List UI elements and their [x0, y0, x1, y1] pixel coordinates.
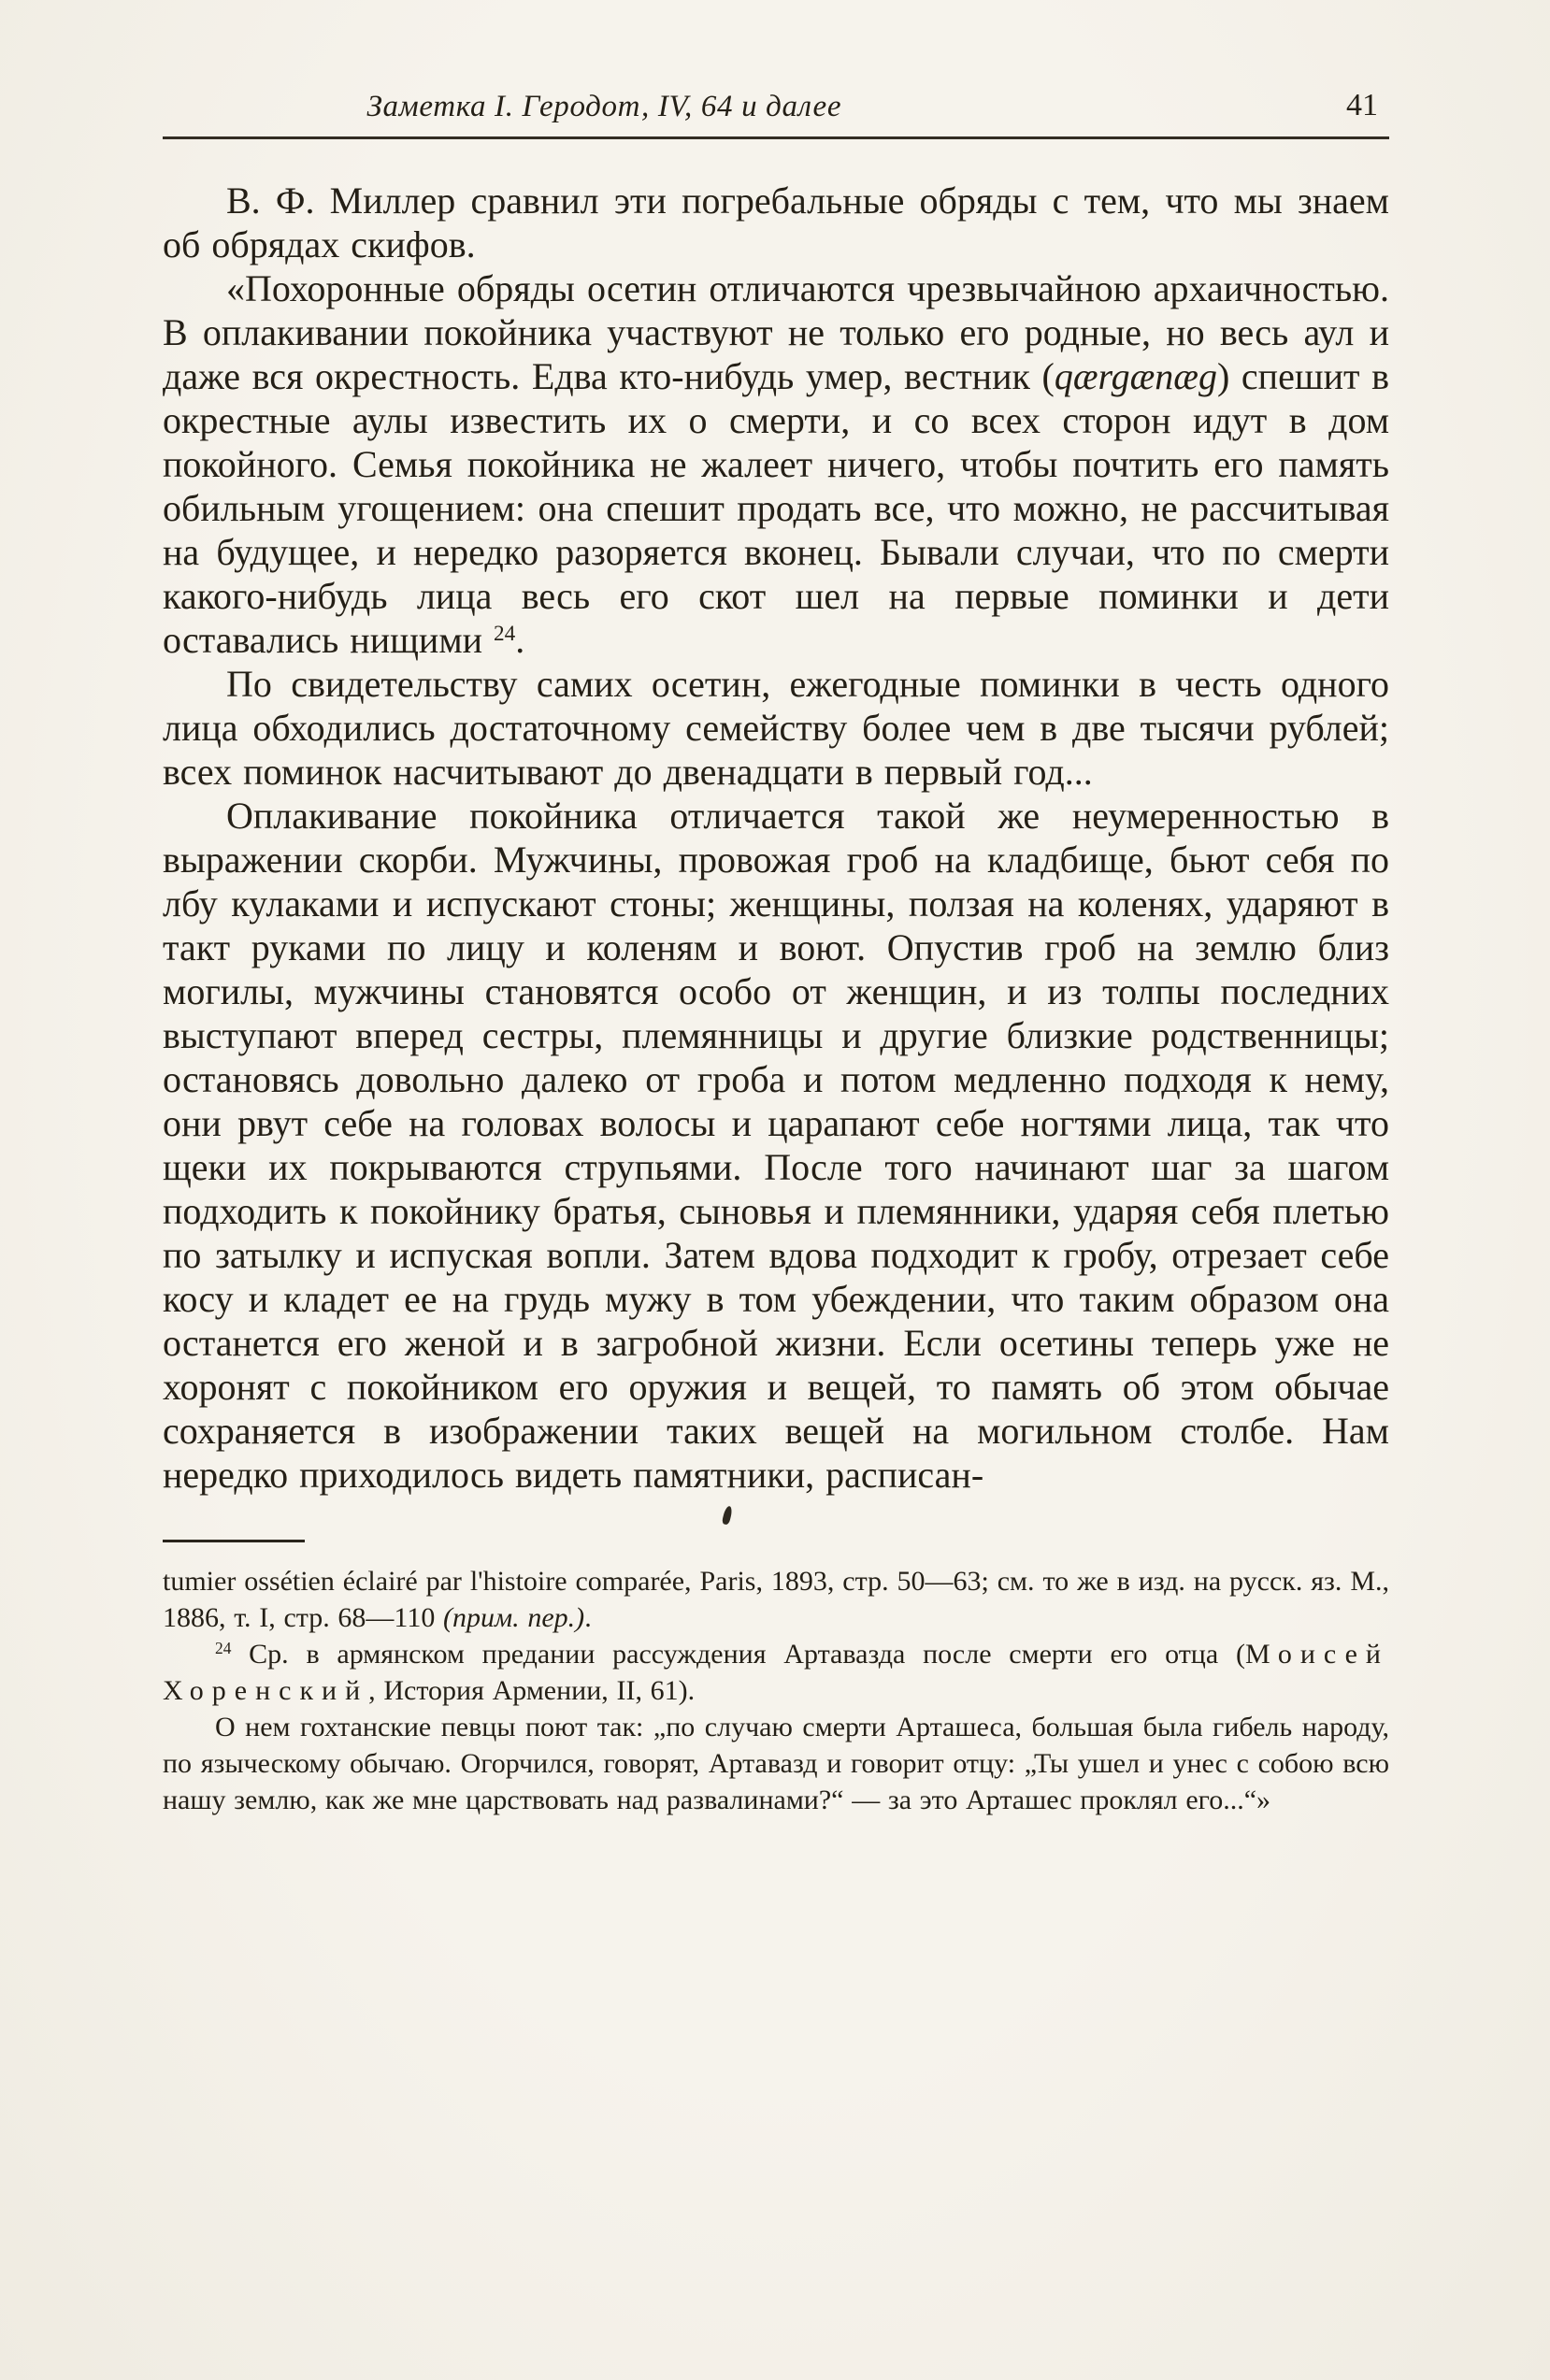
text-run: В. Ф. Миллер сравнил эти погребальные обряды с тем, что мы знаем об обрядах скифов.: [163, 179, 1389, 265]
paragraph: [163, 179, 1389, 266]
text-run: «Похоронные обряды осетин отличаются чрезвычайною архаичностью. В оплакивании покойника участвуют не только его родные, но весь аул и даже вся окрестность. Едва кто-нибудь умер, вестник (: [163, 267, 1389, 397]
text-run: Моисей Хоренский: [163, 1639, 1389, 1706]
footnote-ref: 24: [215, 1639, 232, 1658]
text-run: tumier ossétien éclairé par l'histoire comparée, Paris, 1893, стр. 50—63; см. то же в изд. на русск. яз. М., 1886, т. I, стр. 68—110: [163, 1566, 1389, 1633]
text-run: По свидетельству самих осетин, ежегодные поминки в честь одного лица обходились достаточному семейству более чем в две тысячи рублей; всех поминок насчитывают до двенадцати в первый год...: [163, 663, 1389, 793]
paragraph: [163, 794, 1389, 1497]
body-text: [163, 179, 1389, 1497]
footnotes: [163, 1540, 1389, 1818]
running-head: [163, 88, 1389, 139]
footnote-separator: [163, 1540, 305, 1542]
text-column: [163, 88, 1389, 1818]
text-run: Ср. в армянском предании рассуждения Артавазда после смерти его отца (: [231, 1639, 1245, 1670]
paragraph: [163, 1563, 1389, 1636]
paragraph: [163, 1636, 1389, 1709]
footnote-ref: 24: [494, 622, 516, 647]
text-run: О нем гохтанские певцы поют так: „по случаю смерти Арташеса, большая была гибель народу, по языческому обычаю. Огорчился, говорят, Артавазд и говорит отцу: „Ты ушел и унес с собою всю нашу землю, как же мне царствовать над развалинами?“ — за это Арташес проклял его...“»: [163, 1712, 1389, 1815]
text-run: .: [515, 619, 525, 661]
paragraph: [163, 266, 1389, 662]
running-title: Заметка I. Геродот, IV, 64 и далее: [366, 90, 842, 123]
paragraph: [163, 1709, 1389, 1818]
text-run: ) спешит в окрестные аулы известить их о смерти, и со всех сторон идут в дом покойного. Семья покойника не жалеет ничего, чтобы почтить его память обильным угощением: она спешит продать все, что можно, не рассчитывая на будущее, и нередко разоряется вконец. Бывали случаи, что по смерти какого-нибудь лица весь его скот шел на первые поминки и дети оставались нищими: [163, 355, 1390, 661]
ink-speck: [722, 1505, 734, 1525]
text-run: Оплакивание покойника отличается такой же неумеренностью в выражении скорби. Мужчины, провожая гроб на кладбище, бьют себя по лбу кулаками и испускают стоны; женщины, ползая на коленях, ударяют в такт руками по лицу и коленям и воют. Опустив гроб на землю близ могилы, мужчины становятся особо от женщин, и из толпы последних выступают вперед сестры, племянницы и другие близкие родственницы; остановясь довольно далеко от гроба и потом медленно подходя к нему, они рвут себе на головах волосы и царапают себе ногтями лица, так что щеки их покрываются струпьями. После того начинают шаг за шагом подходить к покойнику братья, сыновья и племянники, ударяя себя плетью по затылку и испуская вопли. Затем вдова подходит к гробу, отрезает себе косу и кладет ее на грудь мужу в том убеждении, что таким образом она останется его женой и в загробной жизни. Если осетины теперь уже не хоронят с покойником его оружия и вещей, то память об этом обычае сохраняется в изображении таких вещей на могильном столбе. Нам нередко приходилось видеть памятники, расписан-: [163, 795, 1389, 1496]
footnotes-text: [163, 1563, 1389, 1818]
text-run: .: [584, 1602, 592, 1633]
page-number: 41: [1346, 88, 1378, 122]
text-run: (прим. пер.): [443, 1602, 585, 1633]
text-run: qærgænæg: [1054, 355, 1217, 397]
paragraph: [163, 662, 1389, 794]
text-run: , История Армении, II, 61).: [368, 1675, 696, 1706]
